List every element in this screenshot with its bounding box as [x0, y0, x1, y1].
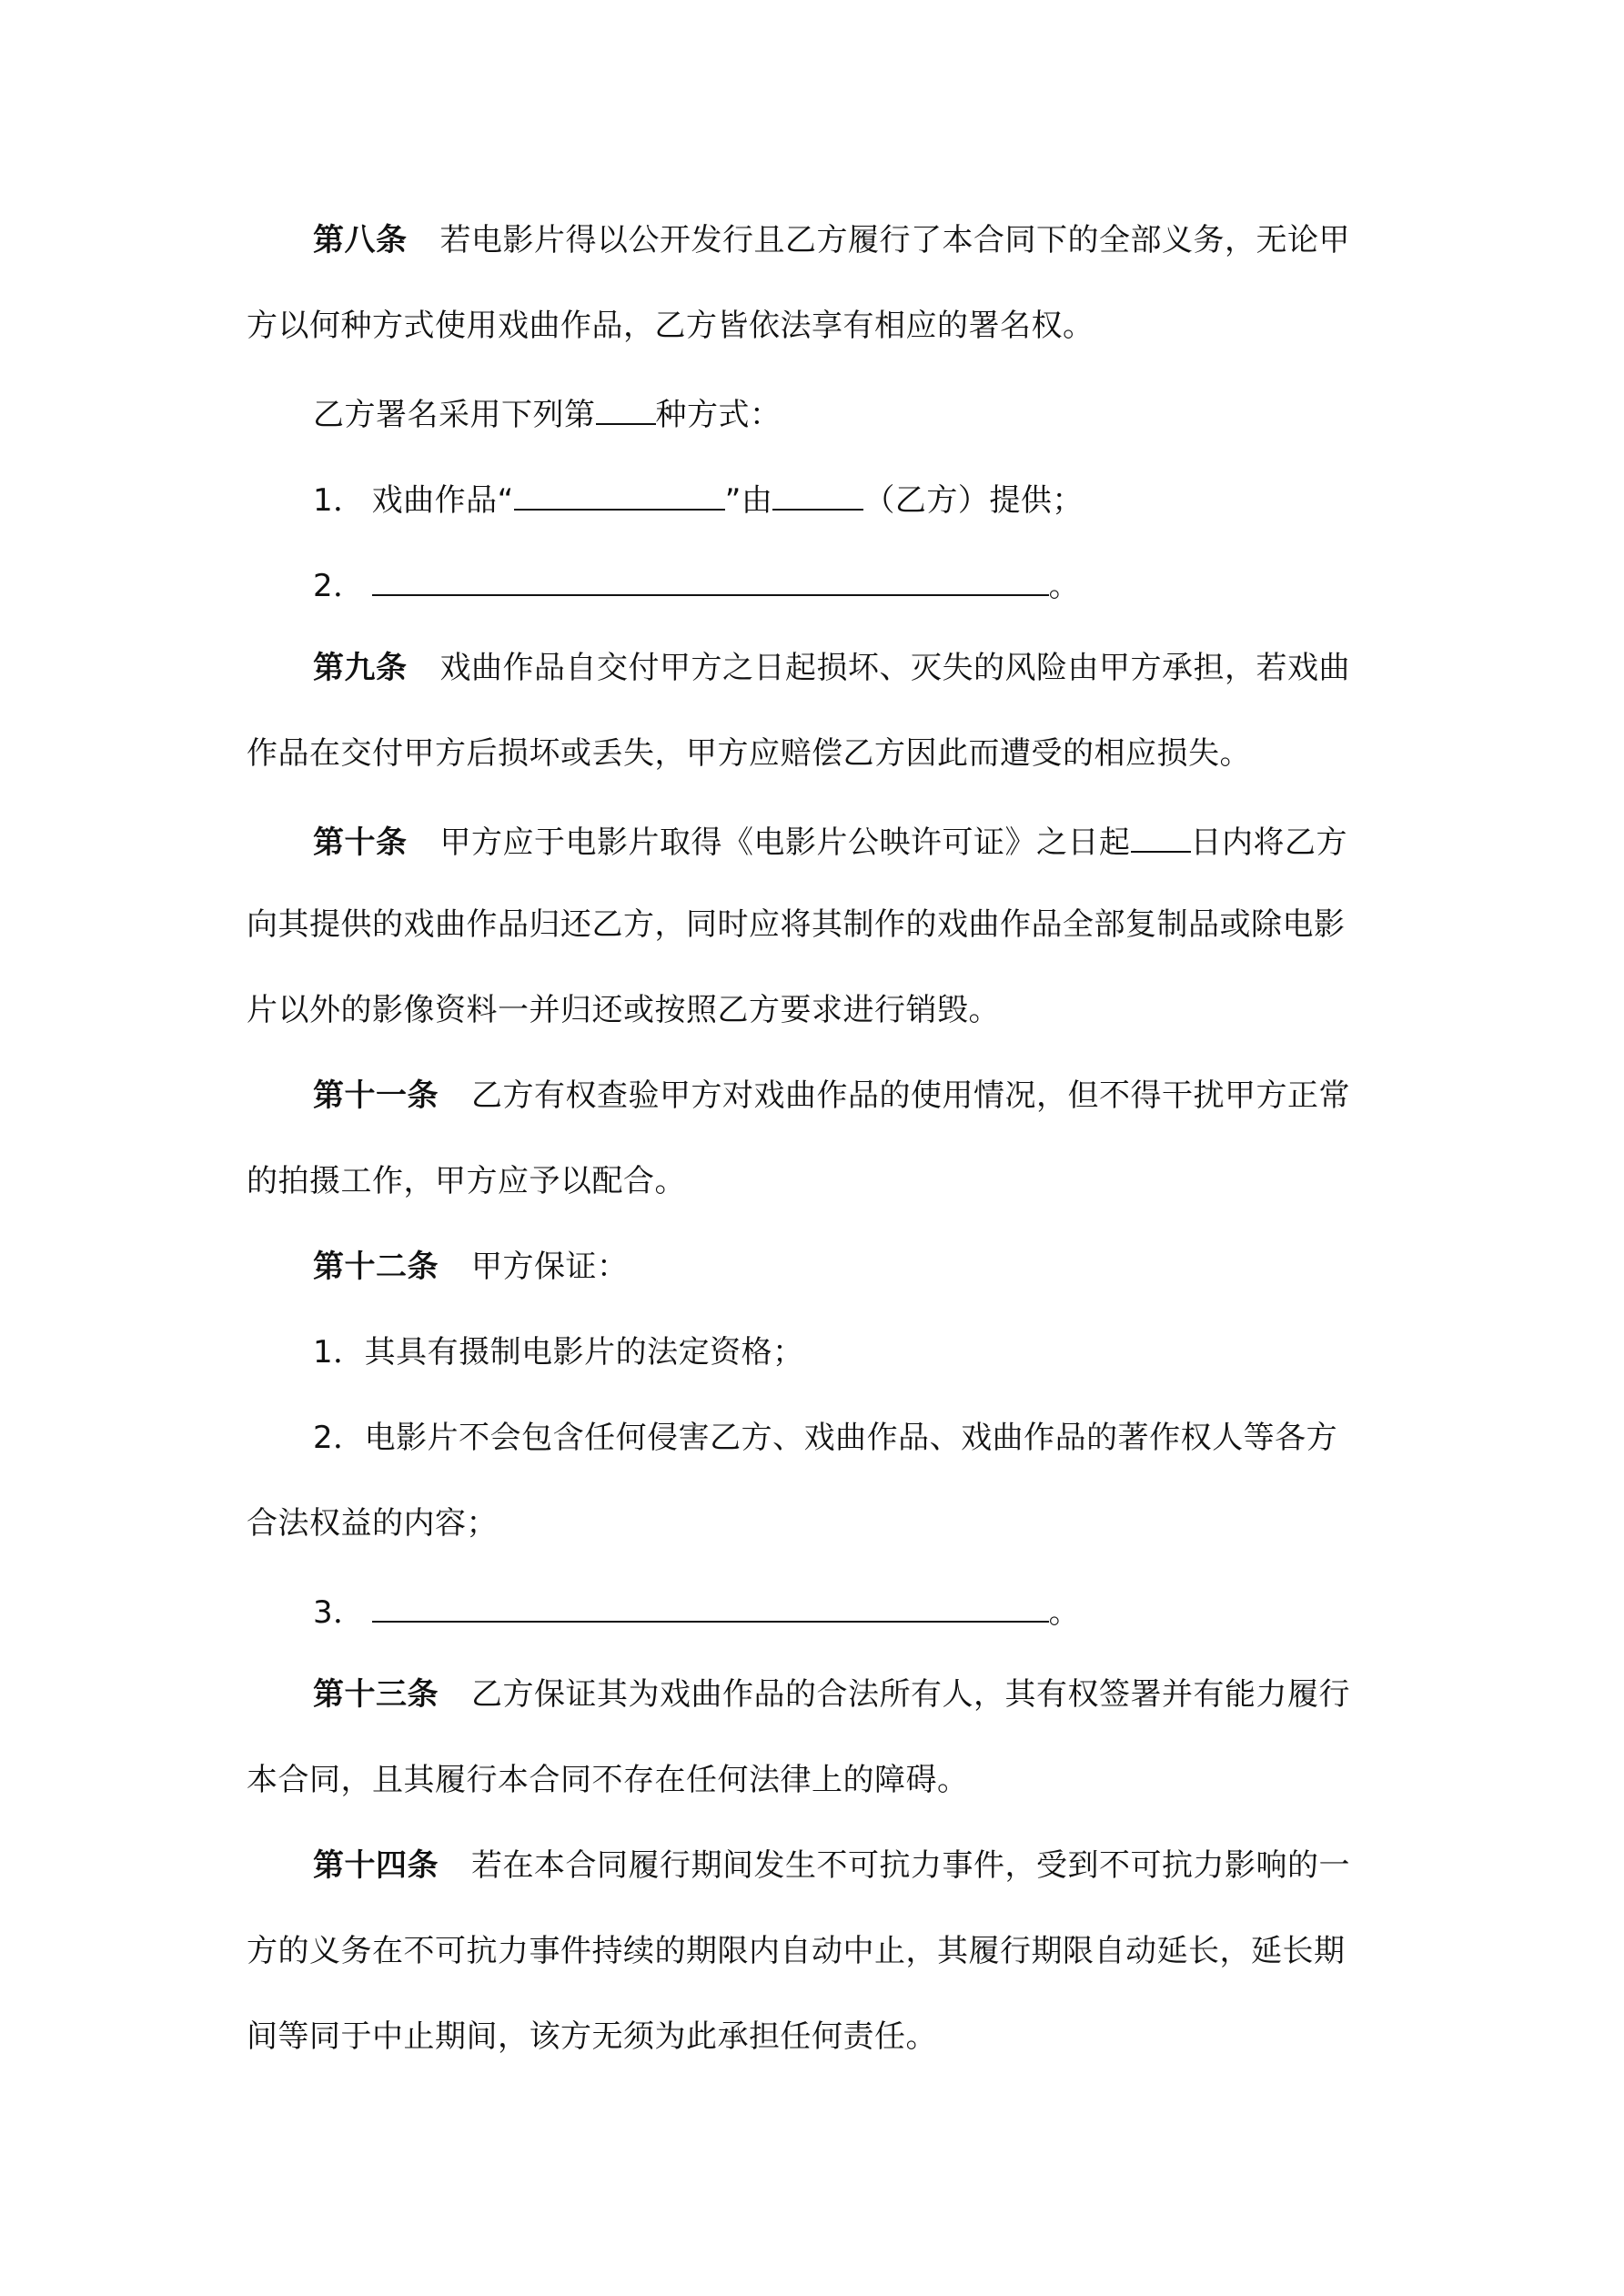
- signature-method-line: [313, 389, 1387, 434]
- article-12-item-2-text-1: 2．电影片不会包含任何侵害乙方、戏曲作品、戏曲作品的著作权人等各方: [313, 1420, 1338, 1456]
- option-2-blank[interactable]: [372, 560, 1049, 596]
- signature-option-1: [313, 474, 1387, 520]
- article-12-heading: 第十二条: [313, 1249, 439, 1285]
- article-10-text-1b: 日内将乙方: [1190, 824, 1347, 861]
- article-11-line-1: [313, 1073, 1387, 1118]
- article-11-line-2: [247, 1158, 1384, 1204]
- article-12-item-3-blank[interactable]: [372, 1586, 1049, 1623]
- option-1-prefix: 戏曲作品“: [371, 482, 514, 519]
- signature-method-suffix: 种方式：: [655, 397, 782, 433]
- article-8-line-1: [313, 217, 1387, 263]
- article-13-heading: 第十三条: [313, 1676, 439, 1713]
- article-14-text-1: 若在本合同履行期间发生不可抗力事件，受到不可抗力影响的一: [471, 1847, 1350, 1884]
- article-13-text-1: 乙方保证其为戏曲作品的合法所有人，其有权签署并有能力履行: [471, 1676, 1350, 1713]
- option-1-number: 1．: [313, 482, 365, 519]
- article-11-text-1: 乙方有权查验甲方对戏曲作品的使用情况，但不得干扰甲方正常: [471, 1077, 1350, 1114]
- opera-work-title-blank[interactable]: [514, 474, 725, 511]
- article-13-line-2: [247, 1757, 1384, 1803]
- article-12-text-1: 甲方保证：: [471, 1249, 629, 1285]
- article-12-line-1: [313, 1244, 1387, 1290]
- article-8-line-2: [247, 303, 1384, 349]
- article-9-heading: 第九条: [313, 650, 408, 686]
- article-9-text-2: 作品在交付甲方后损坏或丢失，甲方应赔偿乙方因此而遭受的相应损失。: [247, 735, 1251, 772]
- article-12-item-2-line-1: [313, 1415, 1387, 1461]
- article-13-line-1: [313, 1672, 1387, 1717]
- article-13-text-2: 本合同，且其履行本合同不存在任何法律上的障碍。: [247, 1762, 969, 1798]
- option-2-number: 2．: [313, 568, 365, 604]
- article-14-line-1: [313, 1843, 1387, 1888]
- return-days-blank[interactable]: [1131, 816, 1191, 853]
- article-14-text-2: 方的义务在不可抗力事件持续的期限内自动中止，其履行期限自动延长，延长期: [247, 1933, 1346, 1969]
- article-12-item-3-end: 。: [1048, 1594, 1081, 1631]
- option-2-end: 。: [1048, 568, 1081, 604]
- party-b-name-blank[interactable]: [772, 474, 863, 511]
- article-10-text-3: 片以外的影像资料一并归还或按照乙方要求进行销毁。: [247, 992, 1000, 1028]
- article-10-line-1: [313, 816, 1387, 862]
- signature-option-2: [313, 560, 1387, 605]
- article-10-text-2: 向其提供的戏曲作品归还乙方，同时应将其制作的戏曲作品全部复制品或除电影: [247, 906, 1346, 943]
- article-14-line-2: [247, 1928, 1384, 1974]
- article-8-text-2: 方以何种方式使用戏曲作品，乙方皆依法享有相应的署名权。: [247, 308, 1094, 344]
- article-12-item-2-line-2: [247, 1501, 1384, 1546]
- signature-method-prefix: 乙方署名采用下列第: [313, 397, 596, 433]
- article-10-line-3: [247, 987, 1384, 1033]
- article-10-line-2: [247, 902, 1384, 947]
- article-12-item-1: [313, 1330, 1387, 1375]
- article-10-heading: 第十条: [313, 824, 408, 861]
- article-12-item-3: [313, 1586, 1387, 1632]
- option-1-suffix: （乙方）提供；: [863, 482, 1084, 519]
- article-12-item-3-number: 3．: [313, 1594, 365, 1631]
- article-9-line-2: [247, 731, 1384, 776]
- signature-method-blank[interactable]: [596, 389, 656, 425]
- article-14-line-3: [247, 2014, 1384, 2059]
- article-11-text-2: 的拍摄工作，甲方应予以配合。: [247, 1163, 686, 1199]
- option-1-middle: ”由: [724, 482, 773, 519]
- article-9-text-1: 戏曲作品自交付甲方之日起损坏、灭失的风险由甲方承担，若戏曲: [439, 650, 1350, 686]
- article-14-text-3: 间等同于中止期间，该方无须为此承担任何责任。: [247, 2018, 937, 2055]
- article-11-heading: 第十一条: [313, 1077, 439, 1114]
- article-10-text-1a: 甲方应于电影片取得《电影片公映许可证》之日起: [439, 824, 1131, 861]
- article-8-heading: 第八条: [313, 222, 408, 258]
- article-9-line-1: [313, 645, 1387, 691]
- article-8-text-1: 若电影片得以公开发行且乙方履行了本合同下的全部义务，无论甲: [439, 222, 1350, 258]
- article-12-item-1-text: 1．其具有摄制电影片的法定资格；: [313, 1334, 804, 1371]
- article-14-heading: 第十四条: [313, 1847, 439, 1884]
- article-12-item-2-text-2: 合法权益的内容；: [247, 1505, 498, 1542]
